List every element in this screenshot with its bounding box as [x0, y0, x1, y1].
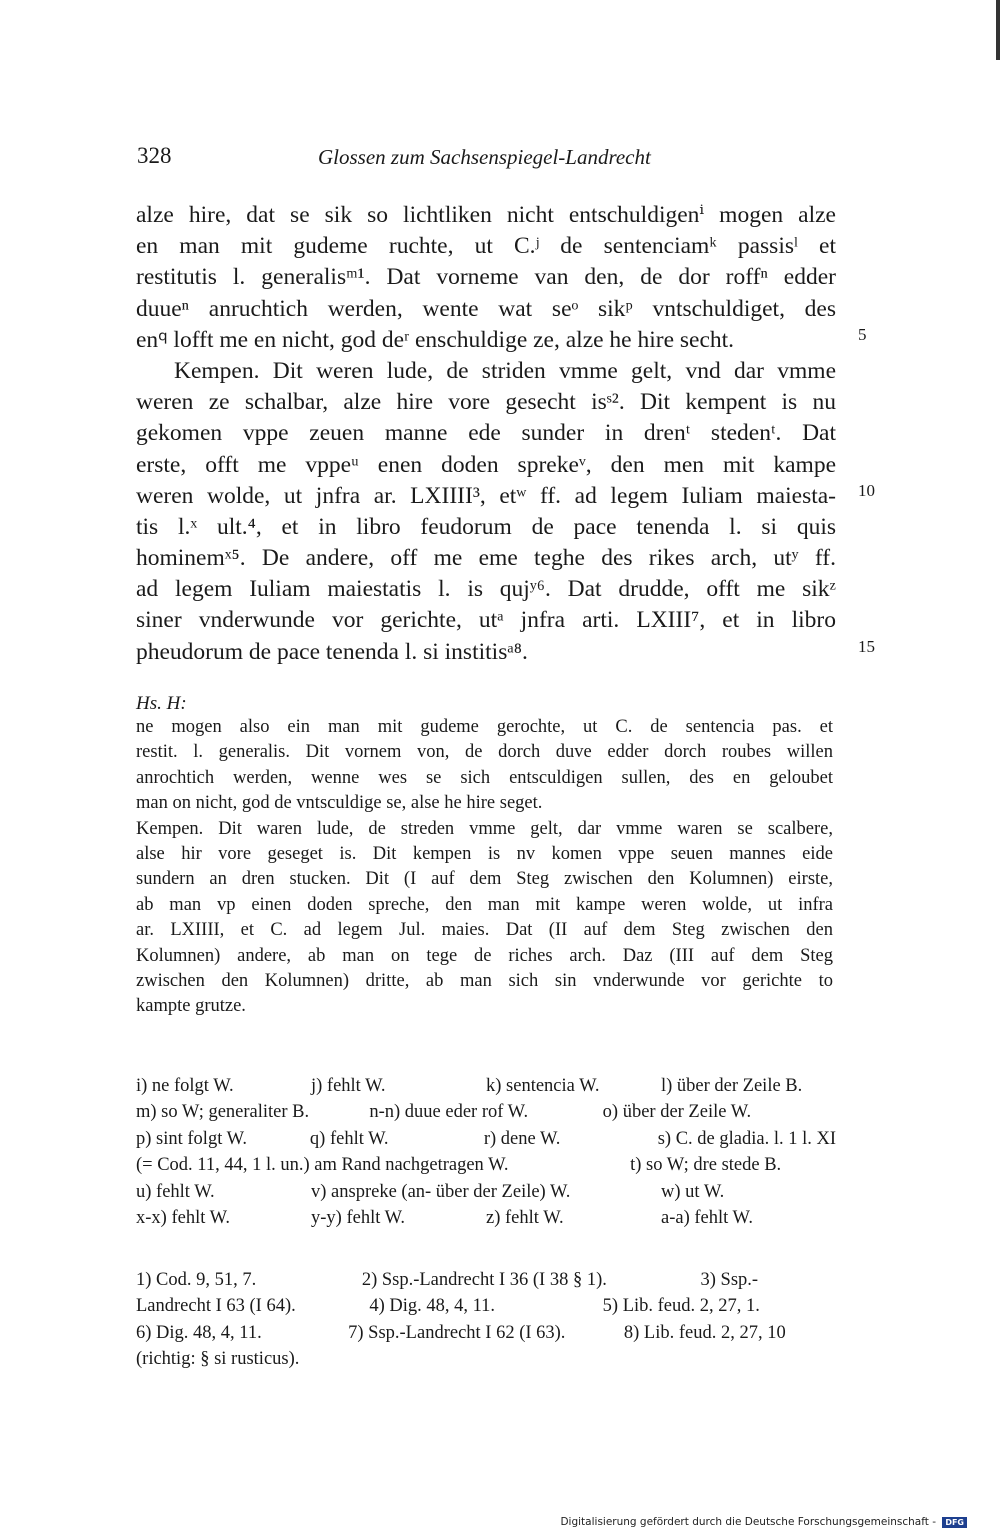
- footnote: 2) Ssp.-Landrecht I 36 (I 38 § 1).: [361, 1270, 607, 1290]
- variant-line: zwischen den Kolumnen) dritte, ab man sich sin vnderwunde vor gerichte to: [136, 970, 833, 991]
- apparatus-note: q) fehlt W.: [309, 1128, 389, 1149]
- apparatus-note: u) fehlt W.: [136, 1181, 215, 1202]
- main-text-line: ad legem Iuliam maiestatis l. is qujʸ⁶. Dat drudde, offt me sikᶻ: [136, 576, 836, 603]
- apparatus-note: o) über der Zeile W.: [602, 1102, 752, 1123]
- footnote: 5) Lib. feud. 2, 27, 1.: [602, 1296, 760, 1317]
- variant-line: man on nicht, god de vntsculdige se, alse he hire seget.: [136, 793, 543, 814]
- manuscript-h-variant: [136, 693, 833, 1020]
- apparatus-note: t) so W; dre stede B.: [630, 1155, 782, 1176]
- apparatus-note: i) ne folgt W.: [136, 1076, 234, 1096]
- apparatus-note: s) C. de gladia. l. 1 l. XI: [657, 1128, 837, 1149]
- dfg-logo: DFG: [942, 1517, 967, 1528]
- footnote-row: [136, 1320, 836, 1346]
- main-text-line: weren wolde, ut jnfra ar. LXIIII³, etʷ ff. ad legem Iuliam maiesta-: [136, 482, 836, 509]
- variant-line: restit. l. generalis. Dit vornem von, de dorch duve edder dorch roubes willen: [136, 742, 833, 763]
- apparatus-note: x-x) fehlt W.: [136, 1207, 231, 1228]
- main-text-line: siner vnderwunde vor gerichte, utᵃ jnfra arti. LXIII⁷, et in libro: [136, 607, 836, 634]
- main-text-line: restitutis l. generalisᵐ¹. Dat vorneme van den, de dor roffⁿ edder: [136, 264, 836, 291]
- running-head: Glossen zum Sachsenspiegel-Landrecht: [318, 145, 651, 169]
- main-text-line: en𐞥 lofft me en nicht, god deʳ enschuldige ze, alze he hire secht.: [136, 326, 735, 353]
- critical-apparatus: [136, 1073, 836, 1231]
- digitization-credit: [560, 1516, 967, 1528]
- variant-line: alse hir vore geseget is. Dit kempen is nv komen vppe seuen mannes eide: [136, 843, 833, 864]
- footnote: (richtig: § si rusticus).: [136, 1349, 300, 1370]
- main-text-line: pheudorum de pace tenenda l. si institisᵃ⁸.: [136, 638, 528, 665]
- variant-line: ar. LXIIII, et C. ad legem Jul. maies. Dat (II auf dem Steg zwischen den: [136, 920, 833, 941]
- footnote-row: [136, 1267, 836, 1293]
- apparatus-note: l) über der Zeile B.: [661, 1076, 803, 1096]
- variant-line: anrochtich werden, wenne wes se sich entsculdigen sullen, des en geloubet: [136, 767, 833, 788]
- footnote: 6) Dig. 48, 4, 11.: [136, 1322, 262, 1343]
- footnote: Landrecht I 63 (I 64).: [136, 1296, 296, 1317]
- apparatus-row: [136, 1205, 836, 1231]
- apparatus-note: y-y) fehlt W.: [311, 1207, 406, 1228]
- apparatus-note: m) so W; generaliter B.: [136, 1102, 310, 1123]
- variant-line: Kempen. Dit waren lude, de streden vmme gelt, dar vmme waren se scalbere,: [136, 818, 833, 839]
- footnote: 4) Dig. 48, 4, 11.: [369, 1296, 496, 1317]
- main-text-line: gekomen vppe zeuen manne ede sunder in drenᵗ stedenᵗ. Dat: [136, 420, 836, 447]
- apparatus-row: [136, 1152, 836, 1178]
- main-text-line: duueⁿ anruchtich werden, wente wat seᵒ sikᵖ vntschuldiget, des: [136, 295, 836, 322]
- main-text-line: hominemˣ⁵. De andere, off me eme teghe des rikes arch, utʸ ff.: [136, 545, 836, 572]
- footnote: 7) Ssp.-Landrecht I 62 (I 63).: [348, 1322, 566, 1343]
- scan-edge-mark: [996, 0, 1000, 60]
- footnote-row: [136, 1346, 836, 1372]
- footnote: 1) Cod. 9, 51, 7.: [136, 1270, 257, 1290]
- apparatus-note: j) fehlt W.: [311, 1076, 386, 1096]
- variant-line: ne mogen also ein man mit gudeme gerochte, ut C. de sentencia pas. et: [136, 717, 833, 737]
- apparatus-note: (= Cod. 11, 44, 1 l. un.) am Rand nachgetragen W.: [136, 1155, 509, 1176]
- footnote: 8) Lib. feud. 2, 27, 10: [623, 1322, 786, 1343]
- main-text-line: alze hire, dat se sik so lichtliken nicht entschuldigenⁱ mogen alze: [136, 202, 836, 228]
- apparatus-note: p) sint folgt W.: [136, 1128, 248, 1149]
- line-number: 10: [858, 481, 875, 500]
- manuscript-label: Hs. H:: [136, 693, 187, 714]
- apparatus-note: v) anspreke (an- über der Zeile) W.: [311, 1181, 571, 1202]
- apparatus-note: z) fehlt W.: [486, 1207, 564, 1228]
- main-text-line: Kempen. Dit weren lude, de striden vmme gelt, vnd dar vmme: [174, 357, 836, 384]
- main-text-line: en man mit gudeme ruchte, ut C.ʲ de sentenciamᵏ passisˡ et: [136, 233, 836, 260]
- main-text-line: weren ze schalbar, alze hire vore gesecht isˢ². Dit kempent is nu: [136, 389, 836, 416]
- main-text: [136, 200, 836, 668]
- main-text-line: erste, offt me vppeᵘ enen doden sprekeᵛ, den men mit kampe: [136, 451, 836, 478]
- footnotes: [136, 1267, 836, 1373]
- variant-line: kampte grutze.: [136, 996, 246, 1017]
- page-number: 328: [137, 143, 172, 168]
- main-text-line: tis l.ˣ ult.⁴, et in libro feudorum de pace tenenda l. si quis: [136, 513, 836, 540]
- credit-text: Digitalisierung gefördert durch die Deutsche Forschungsgemeinschaft -: [560, 1516, 936, 1528]
- apparatus-row: [136, 1126, 836, 1152]
- apparatus-note: w) ut W.: [661, 1181, 725, 1202]
- line-number: 5: [858, 325, 867, 344]
- apparatus-note: k) sentencia W.: [486, 1076, 600, 1096]
- apparatus-row: [136, 1073, 836, 1099]
- variant-line: ab man vp einen doden spreche, den man mit kampe weren wolde, ut infra: [136, 894, 833, 915]
- apparatus-note: a-a) fehlt W.: [661, 1207, 753, 1228]
- variant-line: Kolumnen) andere, ab man on tege de riches arch. Daz (III auf dem Steg: [136, 945, 833, 966]
- line-number: 15: [858, 637, 875, 656]
- apparatus-row: [136, 1179, 836, 1205]
- apparatus-note: r) dene W.: [483, 1128, 561, 1149]
- footnote-row: [136, 1293, 836, 1319]
- apparatus-row: [136, 1099, 836, 1125]
- variant-line: sundern an dren stucken. Dit (I auf dem Steg zwischen den Kolumnen) eirste,: [136, 869, 833, 890]
- apparatus-note: n-n) duue eder rof W.: [369, 1102, 529, 1123]
- footnote: 3) Ssp.-: [700, 1270, 759, 1290]
